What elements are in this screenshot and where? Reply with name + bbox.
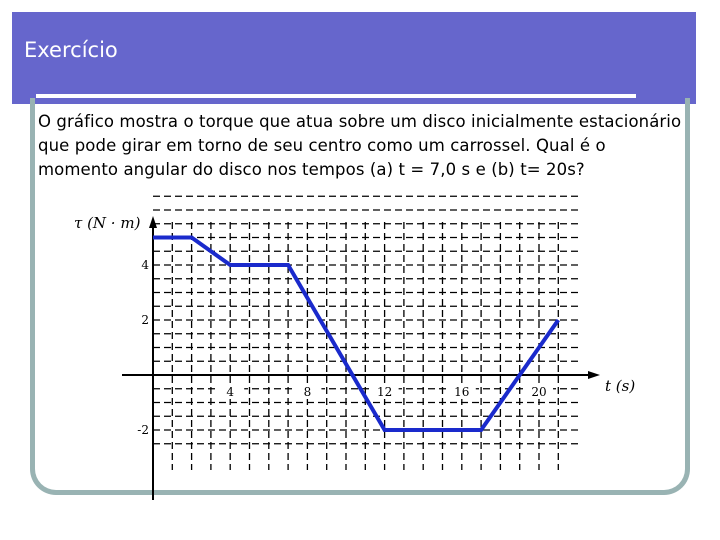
y-tick-label: -2: [137, 423, 149, 437]
x-tick-label: 20: [531, 385, 547, 399]
x-tick-label: 8: [303, 385, 312, 399]
question-text: O gráfico mostra o torque que atua sobre um disco inicialmente estacionário que pode girar em torno de seu centro como um carrossel. Qual é o momento angular do disco nos tempos (a) t = 7,0 s e (b) t= 20s?: [38, 112, 682, 179]
x-tick-label: 16: [454, 385, 470, 399]
y-axis-label: τ (N · m): [74, 214, 141, 232]
x-tick-label: 4: [226, 385, 235, 399]
chart-tick-labels: [130, 255, 553, 437]
chart-axes: [122, 216, 600, 500]
x-axis-label: t (s): [605, 377, 636, 395]
chart-grid: [153, 196, 578, 470]
x-tick-label: 12: [376, 385, 393, 399]
slide-title: Exercício: [24, 38, 118, 62]
x-axis-arrow: [588, 371, 600, 379]
y-axis-arrow: [149, 216, 157, 228]
y-tick-label: 2: [141, 313, 149, 327]
y-tick-label: 4: [141, 258, 149, 272]
